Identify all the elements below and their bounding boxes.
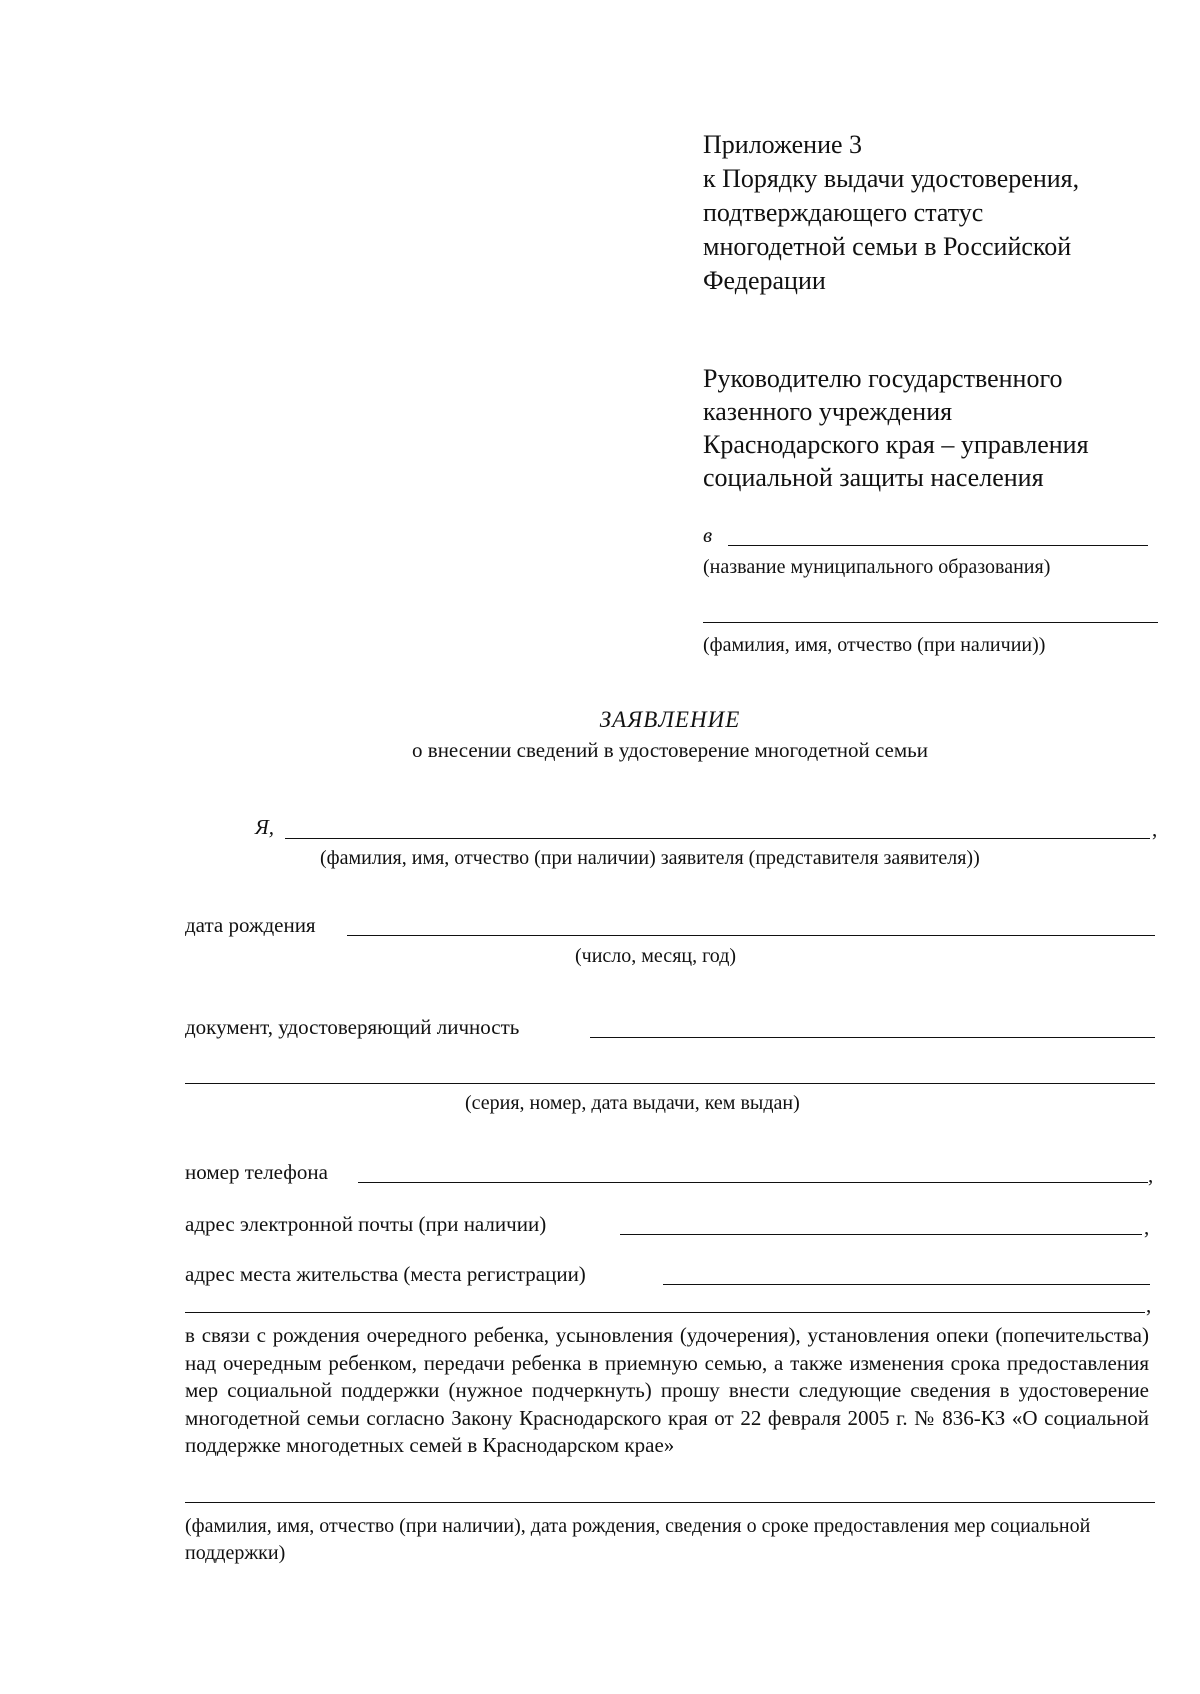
id-document-field[interactable] — [590, 1037, 1155, 1038]
email-field[interactable] — [620, 1234, 1142, 1235]
request-paragraph: в связи с рождения очередного ребенка, усыновления (удочерения), установления опеки (попечительства) над очередным ребенком, передачи ребенка в приемную семью, а также изменения срока предоставления мер социальной поддержки (нужное подчеркнуть) прошу внести следующие сведения в удостоверение многодетной семьи согласно Закону Краснодарского края от 22 февраля 2005 г. № 836-КЗ «О социальной поддержке многодетных семей в Краснодарском крае» — [185, 1323, 1149, 1457]
appendix-line: к Порядку выдачи удостоверения, — [703, 164, 1080, 193]
addressee-block — [703, 362, 1089, 494]
appendix-line: Федерации — [703, 266, 826, 295]
applicant-comma: , — [1152, 817, 1158, 841]
applicant-prefix: Я, — [255, 815, 275, 839]
addressee-fio-field[interactable] — [703, 622, 1158, 623]
document-subtitle: о внесении сведений в удостоверение многодетной семьи — [412, 738, 928, 762]
address-comma: , — [1146, 1293, 1152, 1317]
phone-field[interactable] — [358, 1182, 1148, 1183]
address-field[interactable] — [663, 1284, 1150, 1285]
document-title: ЗАЯВЛЕНИЕ — [599, 707, 741, 732]
appendix-line: подтверждающего статус — [703, 198, 984, 227]
appendix-line: Приложение 3 — [703, 130, 863, 159]
id-document-field-line2[interactable] — [185, 1083, 1155, 1084]
addressee-line: Руководителю государственного — [703, 364, 1063, 393]
applicant-name-field[interactable] — [285, 838, 1150, 839]
municipality-caption: (название муниципального образования) — [703, 556, 1051, 578]
email-comma: , — [1144, 1215, 1150, 1239]
addressee-fio-caption: (фамилия, имя, отчество (при наличии)) — [703, 634, 1046, 656]
details-field[interactable] — [185, 1502, 1155, 1503]
birth-date-field[interactable] — [347, 935, 1155, 936]
applicant-caption: (фамилия, имя, отчество (при наличии) заявителя (представителя заявителя)) — [320, 847, 980, 869]
address-label: адрес места жительства (места регистрации) — [185, 1262, 586, 1286]
birth-date-label: дата рождения — [185, 913, 316, 937]
municipality-field[interactable] — [728, 545, 1148, 546]
addressee-line: социальной защиты населения — [703, 463, 1044, 492]
phone-comma: , — [1148, 1163, 1154, 1187]
email-label: адрес электронной почты (при наличии) — [185, 1212, 547, 1236]
id-document-caption: (серия, номер, дата выдачи, кем выдан) — [465, 1092, 800, 1114]
addressee-line: Краснодарского края – управления — [703, 430, 1089, 459]
phone-label: номер телефона — [185, 1160, 328, 1184]
birth-date-caption: (число, месяц, год) — [575, 945, 737, 967]
municipality-prefix: в — [703, 523, 713, 547]
addressee-line: казенного учреждения — [703, 397, 953, 426]
details-caption: (фамилия, имя, отчество (при наличии), дата рождения, сведения о сроке предоставления мер социальной поддержки) — [185, 1515, 1091, 1564]
id-document-label: документ, удостоверяющий личность — [185, 1015, 520, 1039]
appendix-line: многодетной семьи в Российской — [703, 232, 1072, 261]
address-field-line2[interactable] — [185, 1312, 1145, 1313]
appendix-block — [703, 128, 1079, 298]
